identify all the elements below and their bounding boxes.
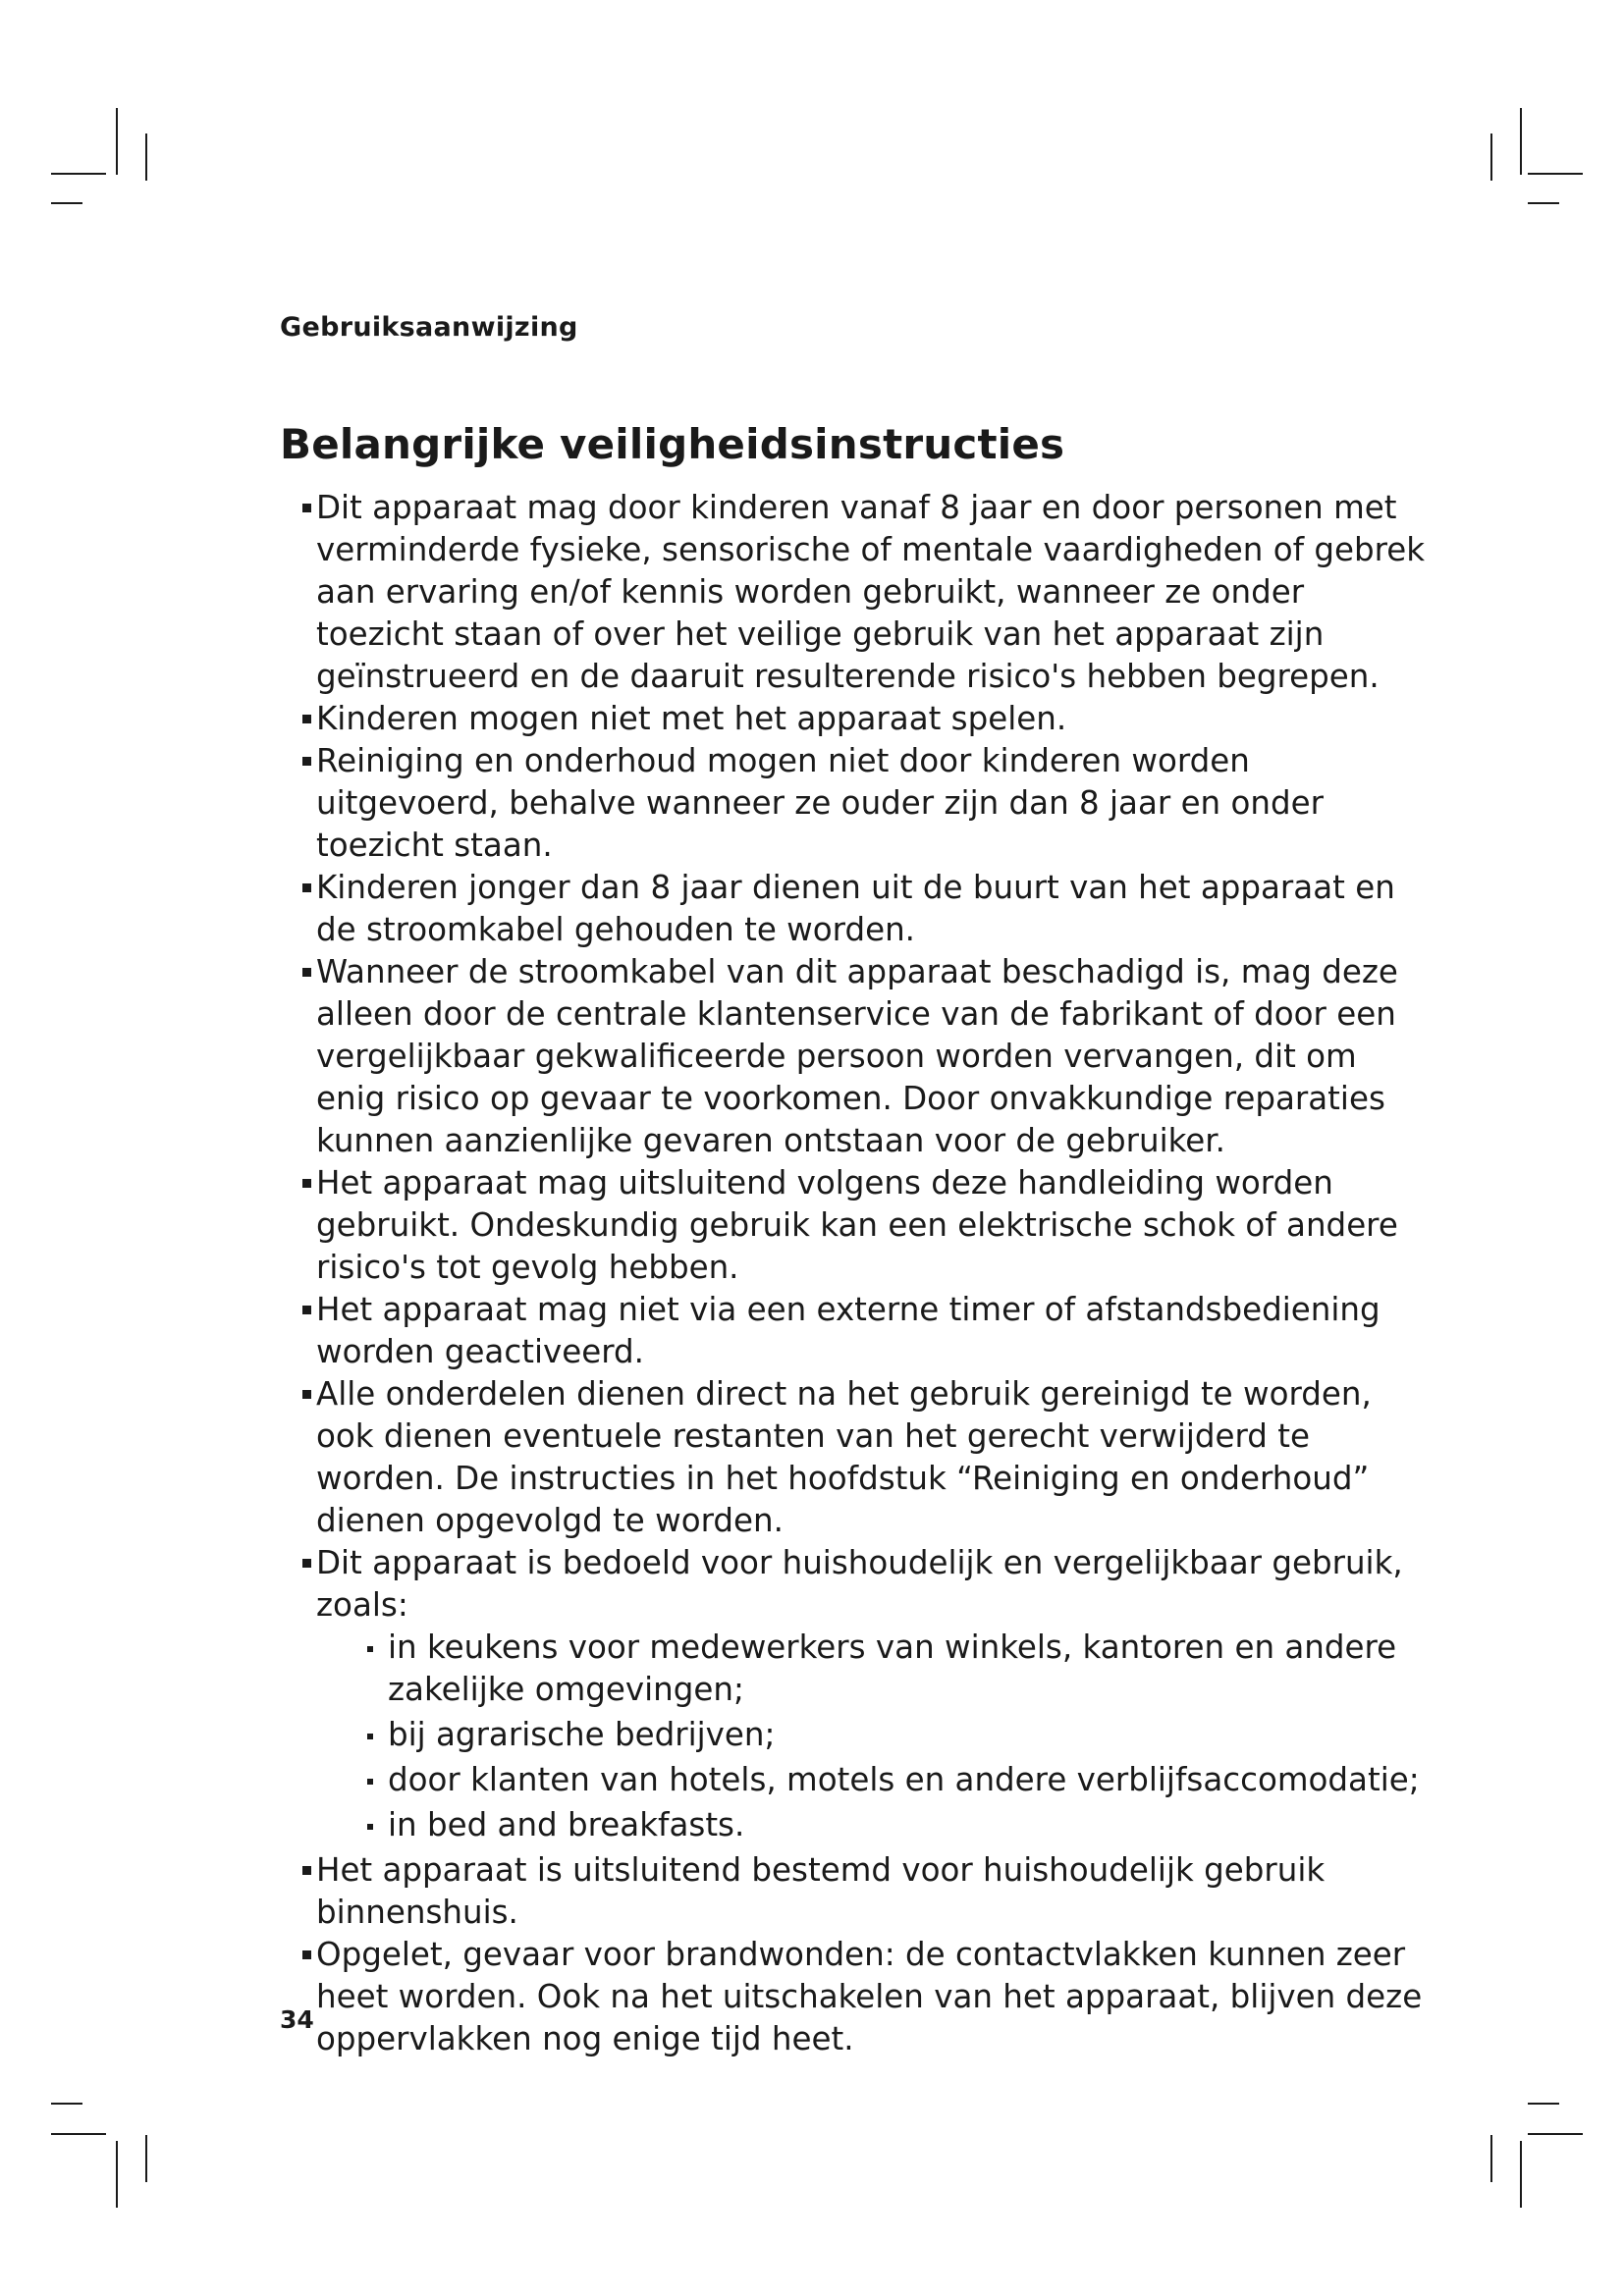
list-item: Alle onderdelen dienen direct na het gebruik gereinigd te worden, ook dienen eventuele restanten van het gerecht verwijderd te worden. De instructies in het hoofdstuk “Reiniging en onderhoud” dienen opgevolgd te worden. (306, 1373, 1435, 1542)
list-item: Het apparaat mag niet via een externe timer of afstandsbediening worden geactiveerd. (306, 1289, 1435, 1373)
page-number: 34 (280, 2005, 314, 2034)
crop-mark (1528, 173, 1583, 175)
crop-mark (145, 133, 147, 181)
crop-mark (145, 2135, 147, 2182)
list-item: Opgelet, gevaar voor brandwonden: de contactvlakken kunnen zeer heet worden. Ook na het uitschakelen van het apparaat, blijven deze oppervlakken nog enige tijd heet. (306, 1934, 1435, 2060)
list-item: Kinderen jonger dan 8 jaar dienen uit de buurt van het apparaat en de stroomkabel gehouden te worden. (306, 867, 1435, 951)
usage-sublist (316, 1627, 1435, 1846)
sublist-item: in keukens voor medewerkers van winkels, kantoren en andere zakelijke omgevingen; (367, 1627, 1435, 1711)
usage-intro: Dit apparaat is bedoeld voor huishoudelijk en vergelijkbaar gebruik, zoals: (316, 1544, 1403, 1624)
crop-mark (1528, 2133, 1583, 2135)
list-item: Het apparaat is uitsluitend bestemd voor huishoudelijk gebruik binnenshuis. (306, 1849, 1435, 1934)
crop-mark (116, 108, 118, 175)
crop-mark (51, 202, 82, 204)
crop-mark (1490, 133, 1492, 181)
crop-mark (51, 2103, 82, 2105)
sublist-item: in bed and breakfasts. (367, 1804, 1435, 1846)
crop-mark (1520, 2141, 1522, 2208)
crop-mark (1520, 108, 1522, 175)
list-item: Kinderen mogen niet met het apparaat spelen. (306, 698, 1435, 740)
sublist-item: door klanten van hotels, motels en andere verblijfsaccomodatie; (367, 1759, 1435, 1801)
sublist-item: bij agrarische bedrijven; (367, 1714, 1435, 1756)
crop-mark (51, 173, 106, 175)
page-title: Belangrijke veiligheidsinstructies (280, 420, 1065, 468)
list-item: Het apparaat mag uitsluitend volgens deze handleiding worden gebruikt. Ondeskundig gebruik kan een elektrische schok of andere risico's tot gevolg hebben. (306, 1162, 1435, 1289)
crop-mark (1528, 2103, 1559, 2105)
safety-instructions-list (306, 487, 1435, 2060)
crop-mark (116, 2141, 118, 2208)
crop-mark (1490, 2135, 1492, 2182)
list-item: Reiniging en onderhoud mogen niet door kinderen worden uitgevoerd, behalve wanneer ze ouder zijn dan 8 jaar en onder toezicht staan. (306, 740, 1435, 867)
list-item: Wanneer de stroomkabel van dit apparaat beschadigd is, mag deze alleen door de centrale klantenservice van de fabrikant of door een vergelijkbaar gekwalificeerde persoon worden vervangen, dit om enig risico op gevaar te voorkomen. Door onvakkundige reparaties kunnen aanzienlijke gevaren ontstaan voor de gebruiker. (306, 951, 1435, 1162)
list-item: Dit apparaat mag door kinderen vanaf 8 jaar en door personen met verminderde fysieke, sensorische of mentale vaardigheden of gebrek aan ervaring en/of kennis worden gebruikt, wanneer ze onder toezicht staan of over het veilige gebruik van het apparaat zijn geïnstrueerd en de daaruit resulterende risico's hebben begrepen. (306, 487, 1435, 698)
running-header: Gebruiksaanwijzing (280, 312, 578, 343)
crop-mark (51, 2133, 106, 2135)
list-item-usage (306, 1542, 1435, 1846)
crop-mark (1528, 202, 1559, 204)
